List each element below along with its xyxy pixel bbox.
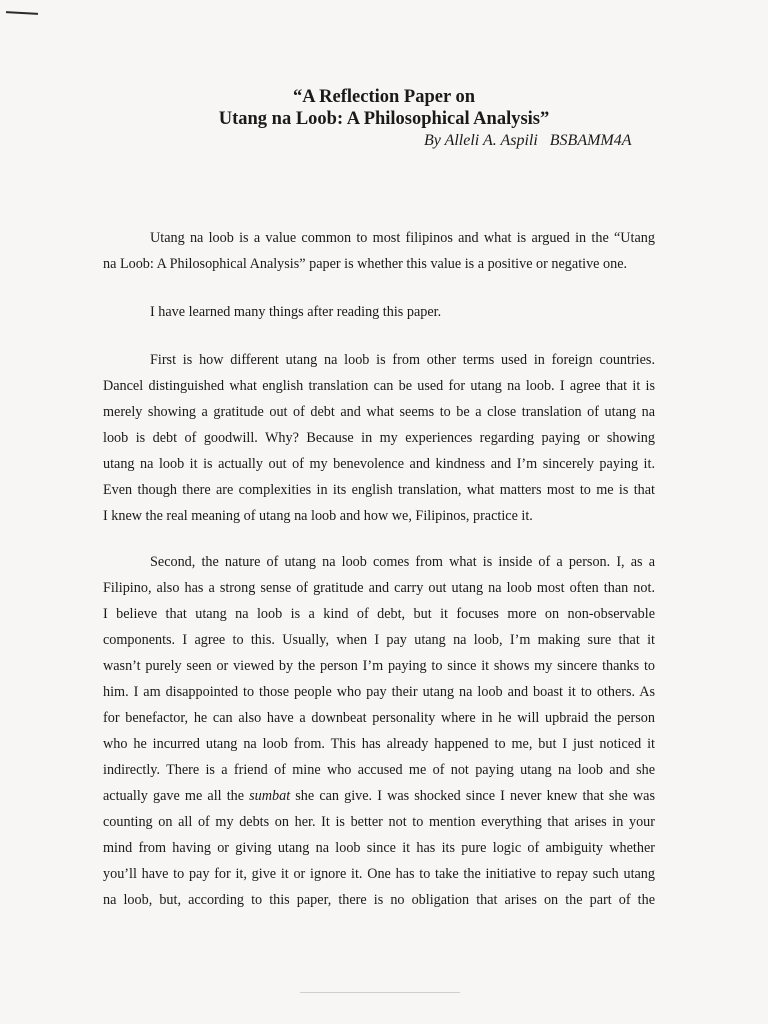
text-line: mind from having or giving utang na loob since it has its pure logic of ambiguity whether xyxy=(103,840,655,856)
text-line-with-italic xyxy=(103,787,655,805)
text-segment: actually gave me all the sumbat she can give. I was shocked since I never knew that she was xyxy=(103,788,655,804)
italic-term: sumbat xyxy=(249,788,291,804)
text-line: I knew the real meaning of utang na loob and how we, Filipinos, practice it. xyxy=(103,508,533,524)
text-line: I believe that utang na loob is a kind of debt, but it focuses more on non-observable xyxy=(103,606,655,622)
scan-mark xyxy=(6,11,38,15)
text-line: na Loob: A Philosophical Analysis” paper is whether this value is a positive or negative one. xyxy=(103,256,628,272)
text-line: I have learned many things after reading this paper. xyxy=(150,304,442,320)
text-line: utang na loob it is actually out of my benevolence and kindness and I’m sincerely paying it. xyxy=(103,456,655,472)
title-line-2: Utang na Loob: A Philosophical Analysis” xyxy=(218,109,550,129)
text-line: counting on all of my debts on her. It is better not to mention everything that arises in your xyxy=(103,814,655,830)
text-line: for benefactor, he can also have a downbeat personality where in he will upbraid the person xyxy=(103,710,655,726)
text-line: First is how different utang na loob is from other terms used in foreign countries. xyxy=(150,352,655,368)
text-line: Utang na loob is a value common to most filipinos and what is argued in the “Utang xyxy=(150,230,655,246)
text-line: him. I am disappointed to those people who pay their utang na loob and boast it to others. As xyxy=(103,684,655,700)
text-line: na loob, but, according to this paper, there is no obligation that arises on the part of the xyxy=(103,892,655,908)
text-line: who he incurred utang na loob from. This has already happened to me, but I just noticed it xyxy=(103,736,655,752)
text-line: wasn’t purely seen or viewed by the person I’m paying to since it shows my sincere thanks to xyxy=(103,658,655,674)
text-line: Second, the nature of utang na loob comes from what is inside of a person. I, as a xyxy=(150,554,655,570)
text-line: Filipino, also has a strong sense of gratitude and carry out utang na loob most often than not. xyxy=(103,580,655,596)
text-line: Dancel distinguished what english translation can be used for utang na loob. I agree that it is xyxy=(103,378,655,394)
title-line-1: “A Reflection Paper on xyxy=(292,87,476,107)
text-line: loob is debt of goodwill. Why? Because in my experiences regarding paying or showing xyxy=(103,430,655,446)
scan-edge-line xyxy=(300,992,460,993)
text-line: merely showing a gratitude out of debt and what seems to be a close translation of utang na xyxy=(103,404,655,420)
text-line: you’ll have to pay for it, give it or ignore it. One has to take the initiative to repay such utang xyxy=(103,866,655,882)
text-line: components. I agree to this. Usually, when I pay utang na loob, I’m making sure that it xyxy=(103,632,655,648)
text-line: indirectly. There is a friend of mine who accused me of not paying utang na loob and she xyxy=(103,762,655,778)
byline: By Alleli A. Aspili BSBAMM4A xyxy=(424,132,632,149)
text-line: Even though there are complexities in its english translation, what matters most to me is that xyxy=(103,482,655,498)
